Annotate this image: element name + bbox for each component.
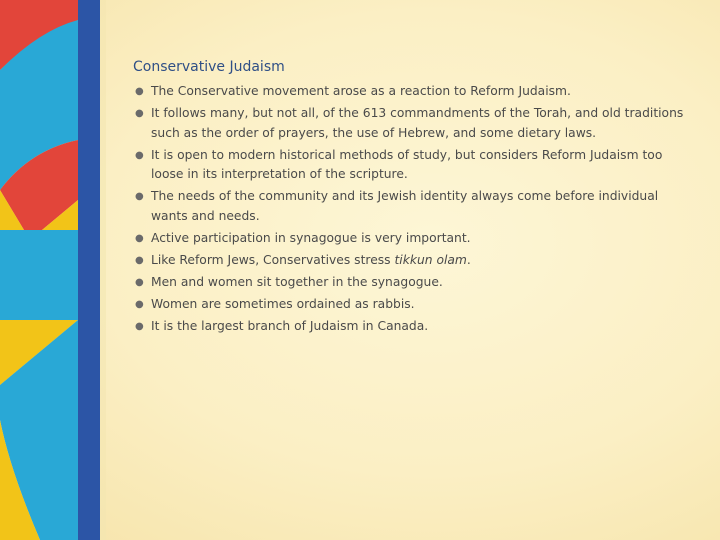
bullet-icon: ● (135, 298, 144, 310)
bullet-icon: ● (135, 232, 144, 244)
bullet-icon: ● (135, 149, 144, 161)
italic-term: tikkun olam (394, 252, 467, 267)
list-item: ● It follows many, but not all, of the 613 commandments of the Torah, and old traditions such as the order of prayers, the use of Hebrew, and some dietary laws. (135, 106, 684, 140)
bullet-icon: ● (135, 254, 144, 266)
slide-content (133, 58, 693, 339)
list-item: ● It is the largest branch of Judaism in Canada. (133, 317, 693, 337)
list-item: ● Active participation in synagogue is very important. (133, 229, 693, 249)
bullet-icon: ● (135, 86, 144, 97)
bullet-icon: ● (135, 191, 144, 202)
slide-title: Conservative Judaism (133, 59, 285, 75)
list-item: ● Men and women sit together in the synagogue. (133, 273, 693, 293)
list-item: ● It is open to modern historical methods of study, but considers Reform Judaism too loose in its interpretation of the scripture. (135, 147, 663, 181)
list-item: ● The Conservative movement arose as a reaction to Reform Judaism. (133, 82, 693, 102)
list-item: ● Women are sometimes ordained as rabbis. (133, 295, 693, 315)
list-item: ● The needs of the community and its Jewish identity always come before individual wants and needs. (135, 189, 659, 223)
bullet-icon: ● (135, 108, 144, 119)
bullet-list (133, 82, 693, 336)
bullet-icon: ● (135, 276, 144, 288)
list-item: ● Like Reform Jews, Conservatives stress tikkun olam. (133, 251, 693, 271)
decorative-sidebar-art (0, 0, 120, 540)
bullet-icon: ● (135, 320, 144, 332)
